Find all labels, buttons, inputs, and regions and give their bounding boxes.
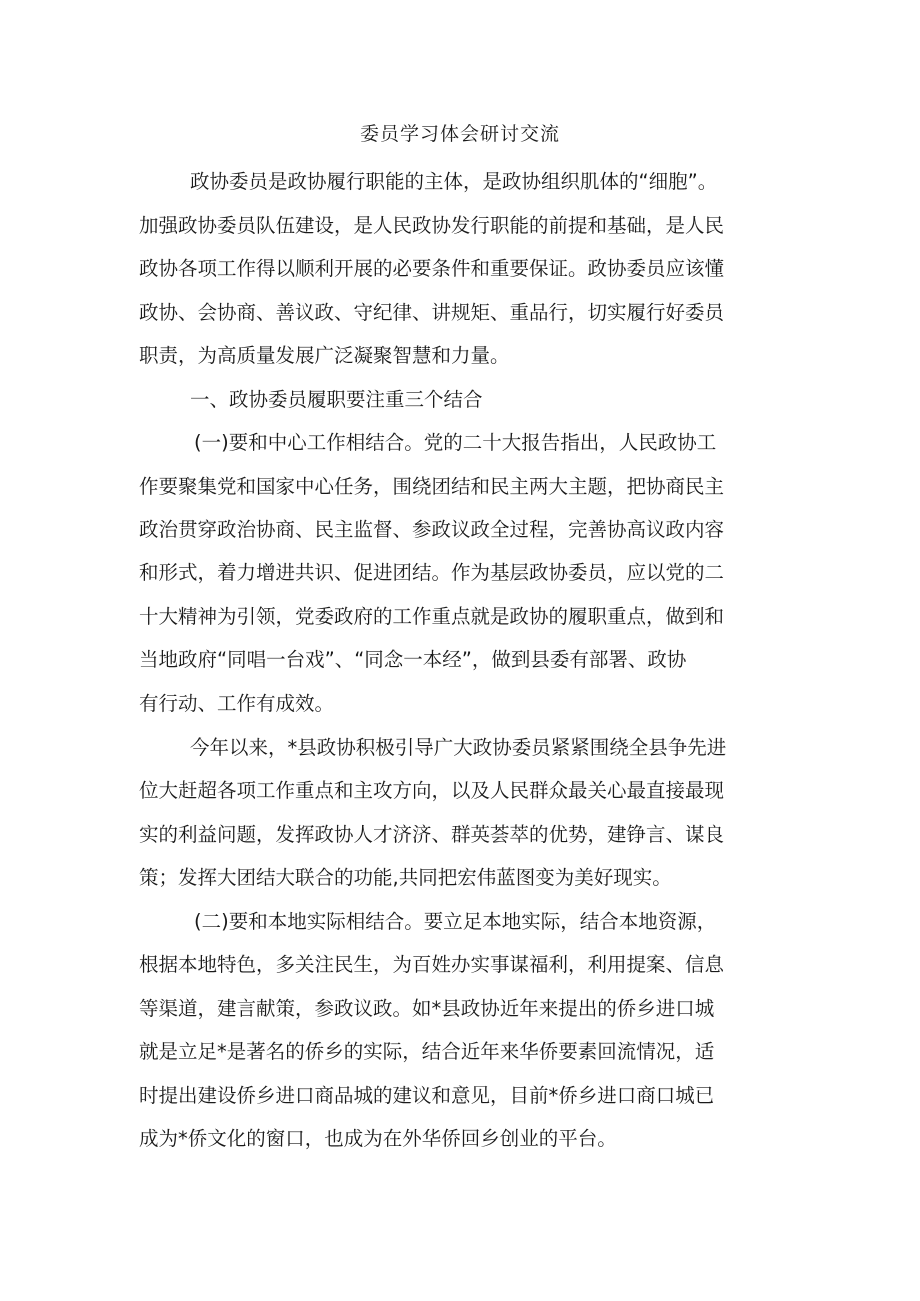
paragraph-1-line-5: 职责，为高质量发展广泛凝聚智慧和力量。 xyxy=(139,344,510,367)
paragraph-4-line-5: 时提出建设侨乡进口商品城的建议和意见，目前*侨乡进口商口城已 xyxy=(139,1084,715,1107)
paragraph-1-line-3: 政协各项工作得以顺利开展的必要条件和重要保证。政协委员应该懂 xyxy=(139,257,725,280)
paragraph-4-line-3: 等渠道，建言献策，参政议政。如*县政协近年来提出的侨乡进口城 xyxy=(139,997,715,1020)
paragraph-3-line-3: 实的利益问题，发挥政协人才济济、群英荟萃的优势，建铮言、谋良 xyxy=(139,823,725,846)
paragraph-4-line-1: (二)要和本地实际相结合。要立足本地实际，结合本地资源， xyxy=(194,910,717,933)
paragraph-1-line-1: 政协委员是政协履行职能的主体，是政协组织肌体的“细胞”。 xyxy=(190,170,718,193)
paragraph-4-line-2: 根据本地特色，多关注民生，为百姓办实事谋福利，利用提案、信息 xyxy=(139,953,725,976)
paragraph-2-line-3: 政治贯穿政治协商、民主监督、参政议政全过程，完善协高议政内容 xyxy=(139,518,725,541)
paragraph-3-line-4: 策；发挥大团结大联合的功能,共同把宏伟蓝图变为美好现实。 xyxy=(139,866,672,889)
section-heading-1: 一、政协委员履职要注重三个结合 xyxy=(190,388,483,411)
paragraph-2-line-4: 和形式，着力增进共识、促进团结。作为基层政协委员，应以党的二 xyxy=(139,561,725,584)
paragraph-4-line-6: 成为*侨文化的窗口，也成为在外华侨回乡创业的平台。 xyxy=(139,1127,617,1150)
document-title: 委员学习体会研讨交流 xyxy=(359,123,560,145)
paragraph-2-line-5: 十大精神为引领，党委政府的工作重点就是政协的履职重点，做到和 xyxy=(139,605,725,628)
paragraph-2-line-7: 有行动、工作有成效。 xyxy=(139,692,335,715)
paragraph-3-line-2: 位大赶超各项工作重点和主攻方向，以及人民群众最关心最直接最现 xyxy=(139,779,725,802)
paragraph-2-line-1: (一)要和中心工作相结合。党的二十大报告指出，人民政协工 xyxy=(194,431,717,454)
paragraph-2-line-2: 作要聚集党和国家中心任务，围绕团结和民主两大主题，把协商民主 xyxy=(139,475,725,498)
paragraph-1-line-4: 政协、会协商、善议政、守纪律、讲规矩、重品行，切实履行好委员 xyxy=(139,301,725,324)
paragraph-2-line-6: 当地政府“同唱一台戏”、“同念一本经”，做到县委有部署、政协 xyxy=(139,648,687,671)
paragraph-3-line-1: 今年以来，*县政协积极引导广大政协委员紧紧围绕全县争先进 xyxy=(190,736,727,759)
paragraph-1-line-2: 加强政协委员队伍建设，是人民政协发行职能的前提和基础，是人民 xyxy=(139,214,725,237)
paragraph-4-line-4: 就是立足*是著名的侨乡的实际，结合近年来华侨要素回流情况，适 xyxy=(139,1040,715,1063)
